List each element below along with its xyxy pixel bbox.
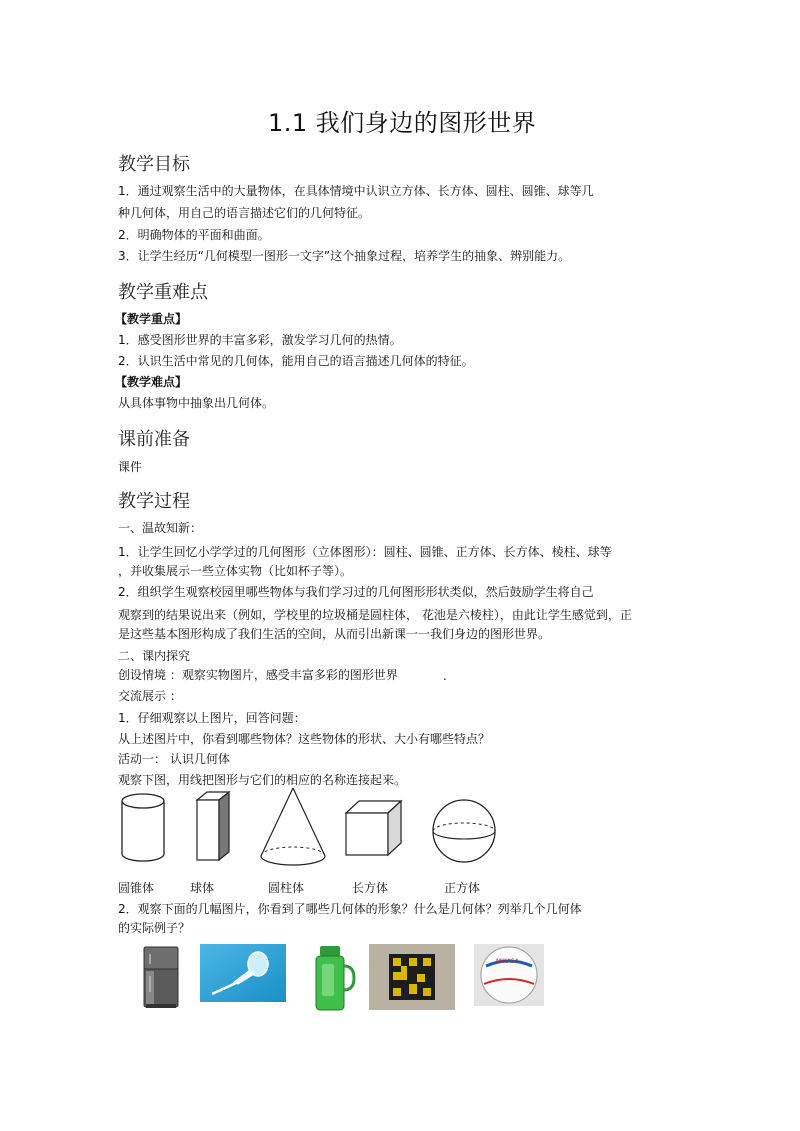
volleyball-image bbox=[474, 944, 544, 1006]
process-line-5: 观察到的结果说出来（例如，学校里的垃圾桶是圆柱体， 花池是六棱柱），由此让学生感觉到，正 bbox=[118, 608, 632, 622]
ball-brand-text: MIKASA bbox=[496, 958, 519, 965]
stray-dot: . bbox=[443, 669, 447, 683]
question2-line-2: 的实际例子？ bbox=[118, 921, 191, 935]
shape-name-1: 圆锥体 bbox=[118, 881, 155, 895]
rubiks-cube-image bbox=[369, 944, 455, 1010]
process-line-7: 二、课内探究 bbox=[118, 649, 191, 663]
process-line-10: 1．仔细观察以上图片，回答问题： bbox=[118, 711, 306, 725]
process-line-1: 一、温故知新： bbox=[118, 521, 203, 535]
difficulty-line-1: 从具体事物中抽象出几何体。 bbox=[118, 396, 275, 410]
shape-name-3: 圆柱体 bbox=[268, 881, 305, 895]
process-line-6: 是这些基本图形构成了我们生活的空间，从而引出新课一一我们身边的图形世界。 bbox=[118, 627, 551, 641]
cylinder-figure bbox=[118, 792, 168, 864]
process-line-11: 从上述图片中，你看到哪些物体？这些物体的形状、大小有哪些特点？ bbox=[118, 732, 491, 746]
process-line-2: 1．让学生回忆小学学过的几何图形（立体图形）：圆柱、圆锥、正方体、长方体、棱柱、球等 bbox=[118, 545, 612, 559]
shape-name-4: 长方体 bbox=[352, 881, 389, 895]
process-line-3: ，并收集展示一些立体实物（比如杯子等）。 bbox=[118, 564, 353, 578]
shape-name-5: 正方体 bbox=[444, 881, 481, 895]
thermos-image bbox=[310, 944, 356, 1012]
heading-goals: 教学目标 bbox=[118, 154, 190, 175]
refrigerator-image bbox=[136, 944, 186, 1010]
page-title: 1.1 我们身边的图形世界 bbox=[268, 109, 537, 137]
funnel-image bbox=[200, 944, 286, 1002]
heading-process: 教学过程 bbox=[118, 491, 190, 512]
difficulty-label: 【教学难点】 bbox=[115, 375, 188, 389]
process-line-8: 创设情境 ：观察实物图片，感受丰富多彩的图形世界 bbox=[118, 668, 398, 682]
cube-figure bbox=[343, 798, 405, 860]
process-line-9: 交流展示 ： bbox=[118, 689, 182, 703]
cuboid-figure bbox=[193, 790, 233, 864]
shape-name-2: 球体 bbox=[190, 881, 215, 895]
prep-text: 课件 bbox=[118, 460, 143, 474]
process-line-12: 活动一： 认识几何体 bbox=[118, 752, 230, 766]
focus-line-2: 2．认识生活中常见的几何体，能用自己的语言描述几何体的特征。 bbox=[118, 354, 474, 368]
goal-line-3: 2．明确物体的平面和曲面。 bbox=[118, 228, 270, 242]
process-line-4: 2．组织学生观察校园里哪些物体与我们学习过的几何图形形状类似，然后鼓励学生将自己 bbox=[118, 585, 594, 599]
focus-label: 【教学重点】 bbox=[115, 312, 188, 326]
question2-line-1: 2．观察下面的几幅图片，你看到了哪些几何体的形象？什么是几何体？列举几个几何体 bbox=[118, 902, 582, 916]
goal-line-4: 3．让学生经历“几何模型一图形一文字”这个抽象过程，培养学生的抽象、辨别能力。 bbox=[118, 249, 571, 263]
cone-figure bbox=[258, 786, 328, 870]
heading-prep: 课前准备 bbox=[118, 429, 190, 450]
sphere-figure bbox=[430, 797, 498, 865]
process-line-13: 观察下图，用线把图形与它们的相应的名称连接起来。 bbox=[118, 773, 407, 787]
focus-line-1: 1．感受图形世界的丰富多彩，激发学习几何的热情。 bbox=[118, 333, 402, 347]
heading-key-points: 教学重难点 bbox=[118, 282, 208, 303]
goal-line-2: 种几何体，用自己的语言描述它们的几何特征。 bbox=[118, 206, 371, 220]
goal-line-1: 1．通过观察生活中的大量物体，在具体情境中认识立方体、长方体、圆柱、圆锥、球等几 bbox=[118, 184, 594, 198]
